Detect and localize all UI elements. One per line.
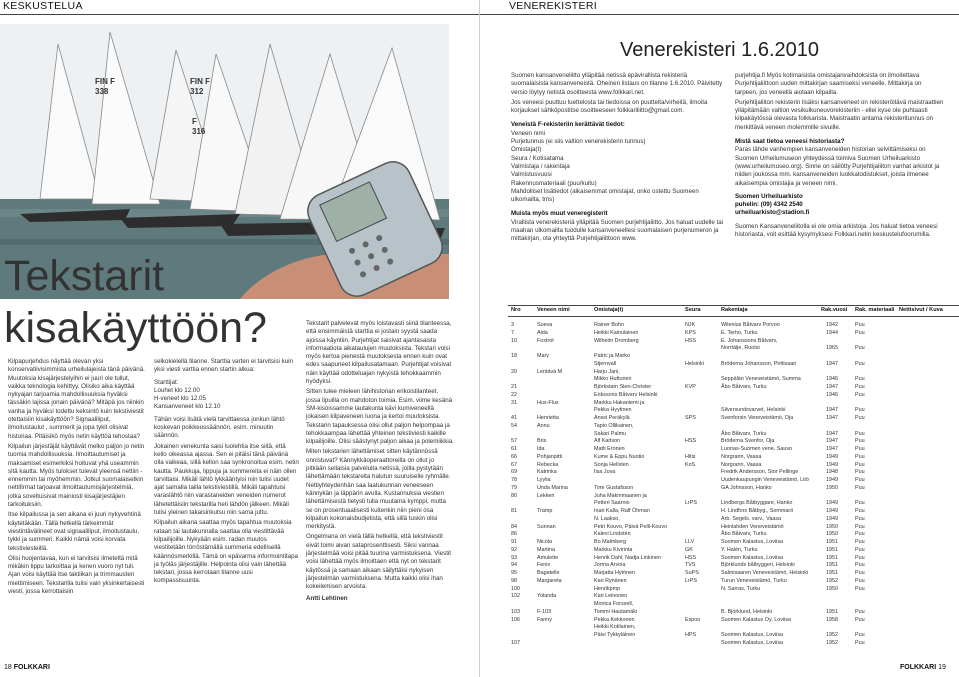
table-cell: Fanny: [537, 616, 552, 623]
paragraph: Suomen Kansanveneliitolla ei ole omia arkistoja. Jos haluat tietoa veneesi historiasta, voit esittää kysymyksesi Folkkari.netin keskustelufoorumilla.: [735, 222, 938, 239]
table-cell: Bröderna Johansson, Pirttisaari: [721, 360, 797, 367]
table-cell: Wilenius Båtvarv Porvoo: [721, 322, 780, 328]
table-cell: 1958: [826, 616, 838, 623]
table-cell: 1949: [826, 500, 838, 507]
table-cell: Puu: [855, 477, 865, 483]
svg-text:FIN F: FIN F: [190, 77, 210, 86]
footer-right: [900, 664, 946, 671]
table-rule-top: [508, 305, 959, 306]
table-cell: LrPS: [685, 500, 697, 507]
table-cell: Heikki Kainulainen: [594, 329, 639, 336]
table-cell: 1952: [826, 632, 838, 638]
table-cell: 1947: [826, 360, 838, 367]
table-cell: 1950: [826, 484, 838, 491]
table-cell: Puu: [855, 453, 865, 460]
table-cell: Puu: [855, 508, 865, 514]
table-cell: Helsinki: [685, 360, 704, 367]
table-cell: Puu: [855, 500, 865, 507]
table-cell: Puu: [855, 484, 865, 491]
table-cell: 1946: [826, 391, 838, 398]
table-cell: Puu: [855, 446, 865, 452]
table-cell: 1949: [826, 515, 838, 522]
table-cell: HPS: [685, 632, 697, 638]
table-cell: Harju Jani,: [594, 368, 620, 375]
table-cell: LrPS: [685, 577, 697, 584]
table-cell: 1944: [826, 329, 838, 336]
table-rule-bottom: [508, 316, 959, 317]
table-cell: Puu: [855, 639, 865, 646]
page-title: Venerekisteri 1.6.2010: [620, 39, 820, 61]
table-cell: 1965: [826, 345, 838, 352]
table-cell: Bo Malmberg: [594, 539, 627, 545]
table-cell: 94: [511, 562, 517, 569]
table-cell: Puu: [855, 430, 865, 437]
table-cell: 1947: [826, 446, 838, 452]
table-cell: Bagatelle: [537, 570, 560, 576]
table-cell: B. Björklund, Helsinki: [721, 608, 772, 615]
headline-line2: kisakäyttöön?: [4, 304, 267, 352]
table-cell: 91: [511, 539, 517, 545]
table-cell: Rainer Bohn: [594, 322, 624, 328]
table-cell: Henrietta: [537, 415, 559, 421]
table-cell: 61: [511, 446, 517, 452]
table-cell: 86: [511, 531, 517, 538]
table-cell: 92: [511, 546, 517, 553]
page-number: 18: [4, 664, 12, 671]
table-cell: Puu: [855, 554, 865, 561]
list-item: Purjetunnus (ei siis valtion venerekisterin tunnus): [511, 138, 646, 146]
table-cell: 10: [511, 337, 517, 344]
th-club: Seura: [685, 307, 701, 313]
table-cell: 1951: [826, 546, 838, 553]
table-cell: 1947: [826, 415, 838, 421]
table-cell: Fenix: [537, 562, 551, 569]
table-cell: 1947: [826, 384, 838, 390]
table-cell: 1948: [826, 469, 838, 476]
table-cell: Arb. Segels. varv., Vaasa: [721, 515, 782, 522]
svg-text:338: 338: [95, 87, 109, 96]
table-cell: Suomen Kalastus, Loviisa: [721, 639, 784, 646]
table-cell: Amulette: [537, 554, 559, 561]
section-label: KESKUSTELUA: [3, 0, 83, 12]
table-cell: 102: [511, 593, 520, 600]
table-cell: Puu: [855, 469, 865, 476]
author-signature: Antti Lehtinen: [306, 594, 348, 602]
table-cell: Puu: [855, 438, 865, 445]
list-item: Seura / Kotisatama: [511, 154, 564, 162]
table-cell: Hux-Flux: [537, 399, 559, 406]
table-cell: Norrtälje, Ruotsi: [721, 345, 760, 352]
table-cell: Rebecka: [537, 461, 559, 468]
paragraph: Kilpapurjehdus näyttää olevan yksi konservatiivisimmista urheilulajeista tänä päivänä. Muutoksia kisajärjestelyihin ei juuri ole tullut, vaikka teknologia kehittyy. Olisiko aika käyttää nykyajan tarjoamia mahdollisuuksia hyväksi tässäkin lajissa jonain päivänä? Mitäpä jos niinkin vanha ja hyväksi todettu keksintö kuin tekstiviestit otettaisiin kisakäyttöön? Signaaliliput, ilmoitustaulut , summerit ja jopa tykit olisivat historiaa. Pitäisikö myös netin käyttöä tehostaa?: [8, 358, 145, 440]
table-cell: Pekka Hyytinen: [594, 407, 632, 414]
table-cell: 84: [511, 523, 517, 530]
table-cell: Monica Forssell,: [594, 601, 634, 607]
table-cell: Kari Rynänen: [594, 577, 627, 584]
table-cell: Kalevi Lindstén: [594, 531, 631, 538]
sms-line: Kansanveneet klo 12.10: [154, 403, 221, 411]
table-cell: Patric ja Marko: [594, 353, 630, 359]
table-cell: Petteri Saarnio: [594, 500, 630, 507]
table-cell: HSS: [685, 554, 697, 561]
table-cell: Hitis: [685, 453, 696, 460]
subheading: Veneistä F-rekisteriin kerättävät tiedot:: [511, 121, 625, 129]
table-cell: 67: [511, 461, 517, 468]
table-cell: Puu: [855, 562, 865, 569]
table-cell: Norgrann, Vaasa: [721, 461, 762, 468]
table-cell: 1951: [826, 570, 838, 576]
table-cell: Juha Makinmaanen ja: [594, 492, 647, 499]
table-cell: Seppälän Veneveistämö, Summa: [721, 376, 801, 383]
table-cell: Björkstam Sten-Christer: [594, 384, 652, 390]
table-cell: KoS: [685, 461, 696, 468]
table-cell: HSS: [685, 438, 697, 445]
paragraph: selkokielellä tilanne. Starttia varten ei tarvitsisi kuin yksi viesti varttia ennen startin alkua:: [154, 358, 293, 374]
table-cell: 31: [511, 399, 517, 406]
table-cell: Luonas-Suomen vene, Sauvo: [721, 446, 793, 452]
table-cell: Svenforsin Veneveistämö, Oja: [721, 415, 794, 421]
paragraph: Itse kilpailussa ja sen aikana ei juuri nykyvehtinä käytetäkään. Tällä hetkellä tärkeimmät viestintävälineet ovat signaaliliput, ilmoitustaulu, tykki ja summeri. Kaikki nämä voisi korvata tekstiviesteillä.: [8, 511, 141, 552]
table-cell: 103: [511, 608, 520, 615]
table-cell: 78: [511, 477, 517, 483]
table-cell: Suomen Kalastus, Loviisa: [721, 539, 784, 545]
table-cell: Norgrann, Vaasa: [721, 453, 762, 460]
table-cell: Bröderna Svenfor, Oja: [721, 438, 775, 445]
table-cell: Martina: [537, 546, 555, 553]
table-cell: Björklunds båtbyggeri, Helsinki: [721, 562, 795, 569]
table-cell: Iisa Juva: [594, 469, 616, 476]
paragraph: Ongelmana on vielä tällä hetkellä, että tekstiviestit eivät toimi aivan sataprosenttisesti. Siksi vannaa järjestelmää voisi pitää tuurina varmistuksena. Viestit voisi lähettää myös ilmoittaen että nyt on tekstarit käytössä ja samaan aikaan säilyttäisi nykyisen järjestelmän varmistuksena. Mutta kaikki olisi ihan kokeilemisen arvoista.: [306, 533, 452, 591]
table-cell: 95: [511, 570, 517, 576]
table-cell: Lyylia: [537, 477, 551, 483]
table-cell: Mikko Huttunen: [594, 376, 632, 383]
table-cell: Erikssons Båtvarv Helsinki: [594, 391, 658, 398]
table-cell: Lindbergs Båtbyggare, Hanko: [721, 500, 793, 507]
table-cell: Åbo Båtvarv, Turku: [721, 384, 767, 390]
table-cell: SuPS: [685, 570, 699, 576]
svg-text:316: 316: [192, 127, 206, 136]
table-cell: Margareta: [537, 577, 562, 584]
table-cell: Åbo Båtvarv, Turku: [721, 531, 767, 538]
table-cell: Annu: [537, 422, 550, 429]
table-cell: Anssi Peräkylä: [594, 415, 630, 421]
table-cell: Markku Kivirinta: [594, 546, 633, 553]
headline: [4, 250, 267, 354]
table-cell: 69: [511, 469, 517, 476]
table-cell: Puu: [855, 585, 865, 592]
table-cell: GA Johnsson, Hanko: [721, 484, 772, 491]
contact-block: [735, 193, 945, 218]
table-cell: 100: [511, 585, 520, 592]
table-cell: KPS: [685, 329, 696, 336]
th-web: Nettisivut / Kuva: [899, 307, 943, 313]
contact-line: puhelin: (09) 4342 2540: [735, 201, 803, 209]
magazine-name: FOLKKARI: [900, 664, 937, 671]
table-cell: Aida: [537, 329, 548, 336]
table-cell: Puu: [855, 329, 865, 336]
table-cell: Henrik Dahl, Nadja Linkinen: [594, 554, 661, 561]
table-cell: 1951: [826, 539, 838, 545]
table-cell: Puu: [855, 322, 865, 328]
paragraph: Tekstarit palvelevat myös loistavasti siinä tilanteessa, että ensimmäistä starttia ei jostain syystä saada ajoissa käyntiin. Purjehtijat saisivat ajantasaista informaatiota aikataulujen muutoksista. Tekstari voisi myös kertoa pienestä muutoksesta ennen kuin ovat edes saapuneet kilpailusatamaan. Purjehtijat voisivat näin käyttää odotteluajan nykyistä tehokkaammin hyödyksi.: [306, 320, 452, 386]
th-year: Rak.vuosi: [821, 307, 848, 313]
th-material: Rak. materiaali: [855, 307, 895, 313]
paragraph: Kilpailun järjestäjät käyttävät melko paljon jo netin tuomia mahdollisuuksia. Ilmoittautumiset ja maksamiset esimerkiksi hoituvat yhä useammin sitä kautta. Myös tulokset tulevat yleensä nettiin - ennemmin tai myöhemmin. Jotkut suomalaisetkin nettifirmat tarjoavat ilmoittautumisjärjestelmiä, jotka soveltuisivat mainiosti kisajärjestäjien tarkoituksiin.: [8, 442, 145, 509]
magazine-name: FOLKKARI: [13, 664, 50, 671]
table-cell: Puu: [855, 384, 865, 390]
table-cell: Inari Kalla, Ralf Öhman: [594, 508, 650, 514]
right-col-1: [511, 72, 726, 244]
table-cell: Sakari Palmu: [594, 430, 627, 437]
paragraph: Jokainen venekunta saisi luolehtia itse siitä, että kello oikeassa ajassa. Sen ei pitäisi tänä päivänä olla vaikeaa, sillä kellon saa synkronoitua esim. netin kautta. Paukkuja, lippuja ja summereita ei näin ollen tarvittaisi. Mikäli lähtö lykkääntyisi niin tulisi uudet ajat samalla tailla tekstiviestillä. Mikäli tapahtuisi varaslähtö niin varastaneiden veneiden numerot lähetettäisiin tekstarilla heti lähdön jälkeen. Mikäli tulisi yleinen takaisinkutsu niin sama juttu.: [154, 442, 299, 517]
table-cell: 1949: [826, 477, 838, 483]
table-cell: N. Sarras, Turku: [721, 585, 761, 592]
table-cell: NJK: [685, 322, 696, 328]
table-cell: GK: [685, 546, 693, 553]
svg-text:312: 312: [190, 87, 204, 96]
table-cell: Silversundsvarvet, Helsinki: [721, 407, 786, 414]
table-cell: 41: [511, 415, 517, 421]
paragraph: Miten tekstarien lähettämiset sitten käytännössä onnistuvat? Kännykkäoperaattoreilla on ollut jo pitkään sellaisia palveluita netissä, joilla pystytään lähettämään tekstareita halutun suuruiselle ryhmälle. Nettiyhteydenhän saa laatukunnan veneeseen kännykän ja läppärin avulla. Kustannuksia viestien lähettämisestä tietysti tulla muutama kymppi, mutta se on prosentuaalisesti kuitenkin niin pieni osa kilpailun kokonaisbudjetista, että sillä tuskin olisi merkitystä.: [306, 448, 451, 531]
table-cell: Tapio Ollikainen,: [594, 422, 634, 429]
table-cell: Stjernvall: [594, 360, 617, 367]
list-item: Rakennusmateriaali (puu/kuitu): [511, 179, 597, 187]
table-cell: Marjatta Hytönen: [594, 570, 636, 576]
table-cell: Puu: [855, 376, 865, 383]
table-cell: Puu: [855, 546, 865, 553]
table-cell: Sonja Hellsten: [594, 461, 629, 468]
table-cell: 1952: [826, 639, 838, 646]
table-cell: 66: [511, 453, 517, 460]
paragraph: Kilpailun aikana saattaa myös tapahtua muutoksia rataan tai lautakunnalla saattaa olla viestittävää kilpailijoille. Nykyään esim. radan muutos viestitetään törröstämällä summeria edellisellä käännösmerkillä. Tämä on epävarma informointitapa ja työläs järjestäjille. Helpointa olisi vain lähettää tekstari, jossa kerrotaan tilanne uusi kompassisuunta.: [154, 519, 298, 585]
top-rule: [0, 14, 479, 15]
sms-line: Louhet klo 12.00: [154, 386, 200, 394]
table-cell: Tramp: [537, 508, 553, 514]
table-cell: 1950: [826, 585, 838, 592]
table-cell: Tore Gustafsson: [594, 484, 634, 491]
table-cell: Puu: [855, 632, 865, 638]
table-cell: Henrikpmp: [594, 585, 621, 592]
table-cell: Jorma Arvola: [594, 562, 626, 569]
table-cell: Alf Karlson: [594, 438, 621, 445]
table-cell: E. Terho, Turku: [721, 329, 758, 336]
table-cell: 1951: [826, 554, 838, 561]
table-cell: 81: [511, 508, 517, 514]
table-cell: 54: [511, 422, 517, 429]
list-item: Omistaja(t): [511, 146, 542, 154]
table-cell: Puu: [855, 515, 865, 522]
table-cell: Suomen Kalastus Oy, Loviisa: [721, 616, 792, 623]
th-owner: Omistaja(t): [594, 307, 624, 313]
table-cell: Suomen Kalastus, Loviisa: [721, 554, 784, 561]
contact-line: Suomen Urheiluarkisto: [735, 192, 803, 200]
table-cell: Petri Kouvo, Päivä Pelli-Kouvo: [594, 523, 668, 530]
table-cell: Kume & Eppu Nuotio: [594, 453, 645, 460]
table-cell: KVP: [685, 384, 696, 390]
table-cell: Puu: [855, 616, 865, 623]
footer-left: [4, 664, 50, 671]
table-cell: 93: [511, 554, 517, 561]
subheading: Mistä saat tietoa veneesi historiasta?: [735, 138, 845, 146]
page-number: 19: [938, 664, 946, 671]
table-cell: Pekka Kekkonen: [594, 616, 635, 623]
table-cell: Puu: [855, 608, 865, 615]
table-cell: Markku Hakaniemi ja: [594, 399, 645, 406]
table-cell: F-103: [537, 608, 552, 615]
table-cell: SPS: [685, 415, 696, 421]
table-cell: TVS: [685, 562, 696, 569]
top-rule: [480, 14, 959, 15]
paragraph: Purjehtijaliiton rekisterin lisäksi kansanveneet on rekisteröitävä maistraattien ylläpitämään valtion vesikulkuneuvorekisteriin - ellei kyse ole puhtaasti kilpakäytössä olevasta folkkarista. Maistraatin antama rekisteritunnus on merkittävä veneen molemmille sivuille.: [735, 98, 944, 131]
table-cell: 57: [511, 438, 517, 445]
table-cell: 1950: [826, 531, 838, 538]
table-cell: Katrinka: [537, 469, 557, 476]
th-nro: Nro: [511, 307, 521, 313]
th-builder: Rakentaja: [721, 307, 748, 313]
table-cell: Puu: [855, 415, 865, 421]
paragraph: Paras lähde vanhempien kansanveneiden historian selvittämiseksi on Suomen Urheilumuseon yhteydessä toimiva Suomen Urheiluarkisto (www.urheilumuseo.org). Sinne on säilötty Purjehtijaliiton vanhat arkistot ja niiden joukossa mm. kansanveneiden luokkatodistukset, joista ilmenee aikaisempia omistajia ja veneen nimi.: [735, 146, 940, 187]
left-col-1: [8, 358, 146, 596]
sms-example: [154, 379, 299, 412]
table-cell: Salmisaaren Veneveistämö, Helsinki: [721, 570, 809, 576]
table-cell: Puu: [855, 531, 865, 538]
table-cell: Puu: [855, 407, 865, 414]
table-cell: 3: [511, 322, 514, 328]
subheading: Muista myös muut veneregisterit: [511, 210, 608, 218]
table-cell: Foxtrot: [537, 337, 554, 344]
table-cell: 1949: [826, 461, 838, 468]
table-cell: LLV: [685, 539, 695, 545]
paragraph: Sitten tulee mieleen lähihistorian erikoistilanteet, jossa lipuilla on mahdoton toimia. Esim. viime kesänä SM-kisoissamme lautakunta kävi kumiveneellä jokaisen kilpaveneen luona ja kertoi muutoksista. Tekstarin tapauksessa olisi ollut paljon helpompaa ja tehokkaampaa lähettää yhteinen tekstiviesti kaikille kilpailijoille. Olisi säästynyt paljon aikaa ja polemiikkia.: [306, 388, 454, 446]
table-cell: 1949: [826, 453, 838, 460]
table-cell: Puu: [855, 345, 865, 352]
table-cell: 21: [511, 384, 517, 390]
table-cell: Sueva: [537, 322, 553, 328]
paragraph: purjehtija.fi Myös kotimaisista omistajanvaihdoksista on ilmoitettava Purjehtijaliittoon uuden mittakirjan saamiseksi veneelle. Mittakirja on tarpeen, jos veneellä aiotaan kilpailla.: [735, 72, 922, 96]
table-cell: 1950: [826, 523, 838, 530]
paragraph: Suomen kansanveneliitto ylläpitää netissä epävirallista rekisteriä suomalaisista kansanveneistä. Oheinen listaus on tilanne 1.6.2010. Päivitetty versio löytyy netistä osoitteesta www.folkkari.net.: [511, 72, 723, 96]
register-table: [480, 322, 959, 652]
table-cell: Heinlahden Veneveistämö: [721, 523, 784, 530]
table-cell: Espoo: [685, 616, 701, 623]
table-cell: Ida: [537, 446, 545, 452]
table-cell: 79: [511, 484, 517, 491]
left-col-2: [154, 358, 299, 586]
table-cell: Kari Leinonen: [594, 593, 628, 600]
table-cell: N. Laakso,: [594, 515, 620, 522]
sms-line: Starttijat:: [154, 378, 179, 386]
sms-line: H-veneet klo 12.05: [154, 395, 206, 403]
table-cell: 106: [511, 616, 520, 623]
table-cell: 22: [511, 391, 517, 398]
svg-text:F: F: [192, 117, 197, 126]
table-cell: 1946: [826, 376, 838, 383]
table-cell: Puu: [855, 539, 865, 545]
list-item: Valmistaja / rakentaja: [511, 162, 570, 170]
table-cell: Puu: [855, 523, 865, 530]
list-item: Veneen nimi: [511, 129, 546, 137]
table-cell: Unda Marina: [537, 484, 568, 491]
table-cell: Yolanda: [537, 593, 557, 600]
left-col-3: [306, 320, 454, 603]
table-cell: H. Lindfors Båtbyg., Sommarö: [721, 508, 794, 514]
table-cell: Lekkeri: [537, 492, 555, 499]
left-page: [0, 0, 479, 677]
table-cell: HSS: [685, 337, 697, 344]
paragraph: Virallista venerekisteriä ylläpitää Suomen purjehtijaliitto. Jos haluat uudelle tai maahan ulkomailta tuodulle kansanveneellesi suomalaisen purjenumeron ja mittakirjan, ota yhteyttä Purjehtijaliittoon www.: [511, 218, 724, 243]
table-cell: Matti Eronen: [594, 446, 625, 452]
field-list: [511, 130, 726, 205]
table-cell: Lentävä M: [537, 368, 563, 375]
table-cell: Puu: [855, 570, 865, 576]
table-cell: 1949: [826, 508, 838, 514]
table-cell: Puu: [855, 577, 865, 584]
table-cell: 1947: [826, 430, 838, 437]
table-cell: E. Johanssons Båtvarv,: [721, 337, 778, 344]
table-cell: 20: [511, 368, 517, 375]
section-label: VENEREKISTERI: [509, 0, 597, 12]
table-cell: 1942: [826, 322, 838, 328]
paragraph: Jos veneesi puuttuu luettelosta tai tiedoissa on puutteita/virheitä, ilmoita korjaukset sähköpostitse osoitteeseen folkkariliitto@gmail.com.: [511, 98, 708, 115]
right-col-2: [735, 72, 945, 239]
table-cell: 1951: [826, 562, 838, 569]
table-cell: Suomen Kalastus, Loviisa: [721, 632, 784, 638]
table-cell: Åbo Båtvarv, Turku: [721, 430, 767, 437]
right-page: [480, 0, 959, 677]
paragraph: Olisi huojentavaa, kun ei tarvitsisi ilmeteltä mitä mikäkin lippu tarkoittaa ja kenen vuoro nyt tuli. Ajan voisi käyttää itse taktiikan ja trimmausten miettimiseen. Tekstarilla tulisi vain yksinkertaisesti viesti, jossa kerrottaisiin: [8, 554, 145, 596]
table-cell: 1951: [826, 608, 838, 615]
table-cell: Wilhelm Dromberg: [594, 337, 639, 344]
table-cell: Y. Halén, Turku: [721, 546, 758, 553]
table-cell: Fredrik Andersson, Stor Pellinge: [721, 469, 799, 476]
table-cell: 7: [511, 329, 514, 336]
table-cell: Bris: [537, 438, 547, 445]
paragraph: Tähän voisi lisätä vielä tarvittaessa jonkun lähtö koskevan poikkeussäännön, esim. minuutin säännön.: [154, 415, 285, 440]
list-item: Mahdolliset lisätiedot (aikaisemmat omistajat, onko ostettu Suomeen ulkomailta, tms): [511, 187, 699, 204]
table-cell: Päivi Tykkyläinen: [594, 632, 636, 638]
table-cell: 80: [511, 492, 517, 499]
table-cell: Sunnan: [537, 523, 556, 530]
table-cell: 1947: [826, 407, 838, 414]
table-cell: Mary: [537, 353, 549, 359]
table-cell: Puu: [855, 461, 865, 468]
table-cell: 1947: [826, 438, 838, 445]
contact-line: urheiluarkisto@stadion.fi: [735, 209, 810, 217]
th-name: Veneen nimi: [537, 307, 570, 313]
table-cell: Uudenkaupungin Veneveistämö, Litö: [721, 477, 809, 483]
table-cell: Pohjanpitti: [537, 453, 563, 460]
sail-number-1: FIN F: [95, 77, 115, 86]
table-cell: 98: [511, 577, 517, 584]
table-cell: Heikki Kotilainen,: [594, 624, 636, 631]
table-cell: Tommi Hautamäki: [594, 608, 638, 615]
table-cell: Puu: [855, 391, 865, 398]
table-cell: Nicola: [537, 539, 552, 545]
headline-line1: Tekstarit: [4, 252, 165, 300]
table-cell: 18: [511, 353, 517, 359]
table-cell: Turun Veneveistämö, Turku: [721, 577, 787, 584]
table-cell: 107: [511, 639, 520, 646]
table-cell: Puu: [855, 360, 865, 367]
list-item: Valmistusvuosi: [511, 171, 552, 179]
table-cell: 1952: [826, 577, 838, 584]
